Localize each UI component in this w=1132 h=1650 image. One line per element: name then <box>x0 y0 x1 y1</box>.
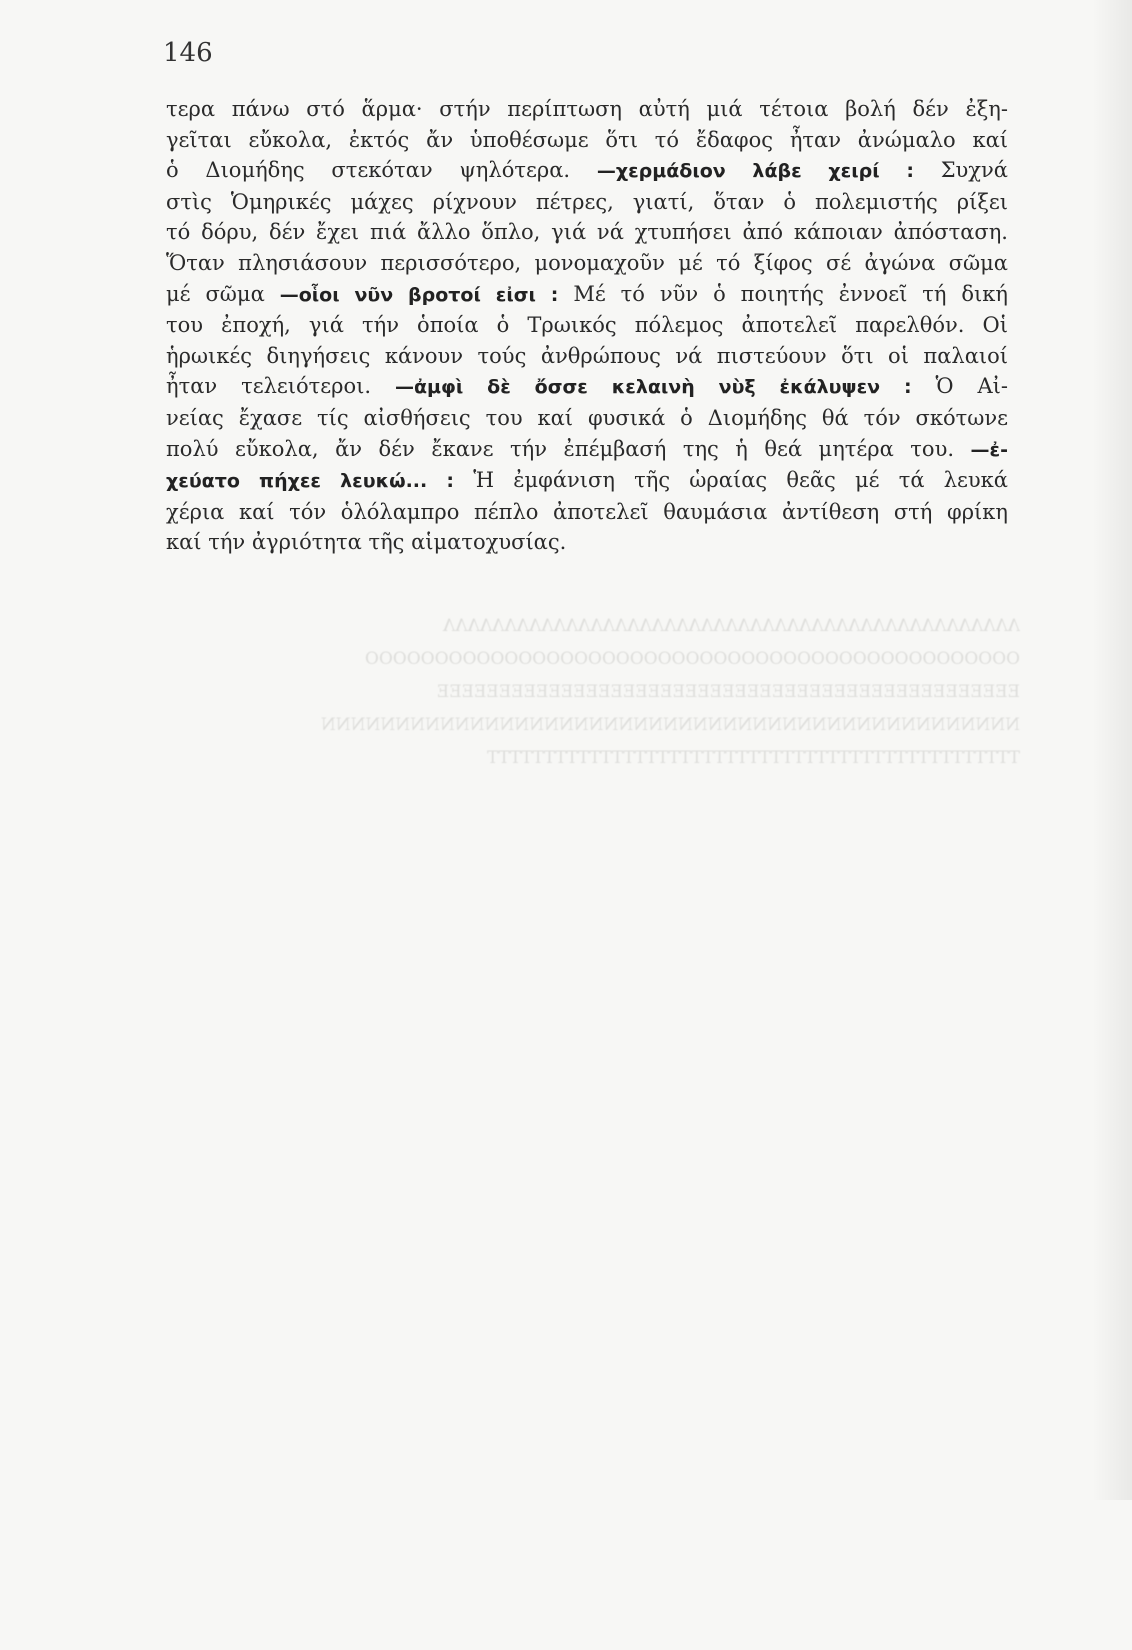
text-line <box>166 155 1008 187</box>
text-segment: ἦταν τελειότεροι. <box>166 374 372 399</box>
lemma-heading: χεύατο πήχεε λευκώ... : <box>166 470 454 493</box>
text-segment: μέ σῶμα <box>166 281 265 306</box>
text-line: στὶς Ὁμηρικές μάχες ρίχνουν πέτρες, γιατί, ὅταν ὁ πολεμιστής ρίξει <box>166 189 1008 214</box>
text-line: ἡρωικές διηγήσεις κάνουν τούς ἀνθρώπους νά πιστεύουν ὅτι οἱ παλαιοί <box>166 343 1008 368</box>
lemma-heading: —χερμάδιον λάβε χειρί : <box>596 160 914 183</box>
text-line: γεῖται εὔκολα, ἐκτός ἄν ὑποθέσωμε ὅτι τό ἔδαφος ἦταν ἀνώμαλο καί <box>166 127 1008 152</box>
text-line: τερα πάνω στό ἅρμα· στήν περίπτωση αὐτή μιά τέτοια βολή δέν ἐξη- <box>166 97 1008 121</box>
text-line <box>166 434 1008 466</box>
text-line: νείας ἔχασε τίς αἰσθήσεις του καί φυσικά ὁ Διομήδης θά τόν σκότωνε <box>166 405 1008 430</box>
text-line <box>166 371 1008 403</box>
text-line: χέρια καί τόν ὁλόλαμπρο πέπλο ἀποτελεῖ θαυμάσια ἀντίθεση στή φρίκη <box>166 499 1008 524</box>
text-line: του ἐποχή, γιά τήν ὁποία ὁ Τρωικός πόλεμος ἀποτελεῖ παρελθόν. Οἱ <box>166 313 1008 338</box>
text-line: καί τήν ἀγριότητα τῆς αἱματοχυσίας. <box>166 530 567 555</box>
lemma-heading: —οἷοι νῦν βροτοί εἰσι : <box>279 283 559 306</box>
page-number: 146 <box>163 38 213 68</box>
text-segment: Ἡ ἐμφάνιση τῆς ὡραίας θεᾶς μέ τά λευκά <box>473 468 1008 493</box>
text-segment: Ὁ Αἰ- <box>935 374 1008 399</box>
page-edge-shadow <box>1092 0 1132 1500</box>
lemma-heading: —ἐ- <box>970 438 1008 461</box>
commentary-text <box>166 94 1008 558</box>
show-through-texture: ΛΛΛΛΛΛΛΛΛΛΛΛΛΛΛΛΛΛΛΛΛΛΛΛΛΛΛΛΛΛΛΛΛΛΛΛΛΛΛΛΛΛΛΛΛΛΛ ΟΟΟΟΟΟΟΟΟΟΟΟΟΟΟΟΟΟΟΟΟΟΟΟΟΟΟΟΟΟΟΟΟΟΟΟΟΟΟΟΟΟΟΟΟΟΟ ΕΕΕΕΕΕΕΕΕΕΕΕΕΕΕΕΕΕΕΕΕΕΕΕΕΕΕΕΕΕΕΕΕΕΕΕΕΕΕΕΕΕΕΕΕΕΕ ΝΝΝΝΝΝΝΝΝΝΝΝΝΝΝΝΝΝΝΝΝΝΝΝΝΝΝΝΝΝΝΝΝΝΝΝΝΝΝΝΝΝΝΝΝΝΝ ΤΤΤΤΤΤΤΤΤΤΤΤΤΤΤΤΤΤΤΤΤΤΤΤΤΤΤΤΤΤΤΤΤΤΤΤΤΤΤΤΤΤΤΤΤΤΤ <box>320 616 1020 768</box>
text-line <box>166 465 1008 497</box>
text-line: τό δόρυ, δέν ἔχει πιά ἄλλο ὅπλο, γιά νά χτυπήσει ἀπό κάποιαν ἀπόσταση. <box>166 220 1008 245</box>
text-segment: πολύ εὔκολα, ἄν δέν ἔκανε τήν ἐπέμβασή της ἡ θεά μητέρα του. <box>166 436 955 461</box>
text-segment: Μέ τό νῦν ὁ ποιητής ἐννοεῖ τή δική <box>573 281 1008 306</box>
text-line: Ὅταν πλησιάσουν περισσότερο, μονομαχοῦν μέ τό ξίφος σέ ἀγώνα σῶμα <box>166 250 1008 275</box>
text-line <box>166 279 1008 311</box>
lemma-heading: —ἀμφὶ δὲ ὄσσε κελαινὴ νὺξ ἐκάλυψεν : <box>394 376 912 399</box>
text-segment: ὁ Διομήδης στεκόταν ψηλότερα. <box>166 158 571 183</box>
text-segment: Συχνά <box>940 158 1008 183</box>
